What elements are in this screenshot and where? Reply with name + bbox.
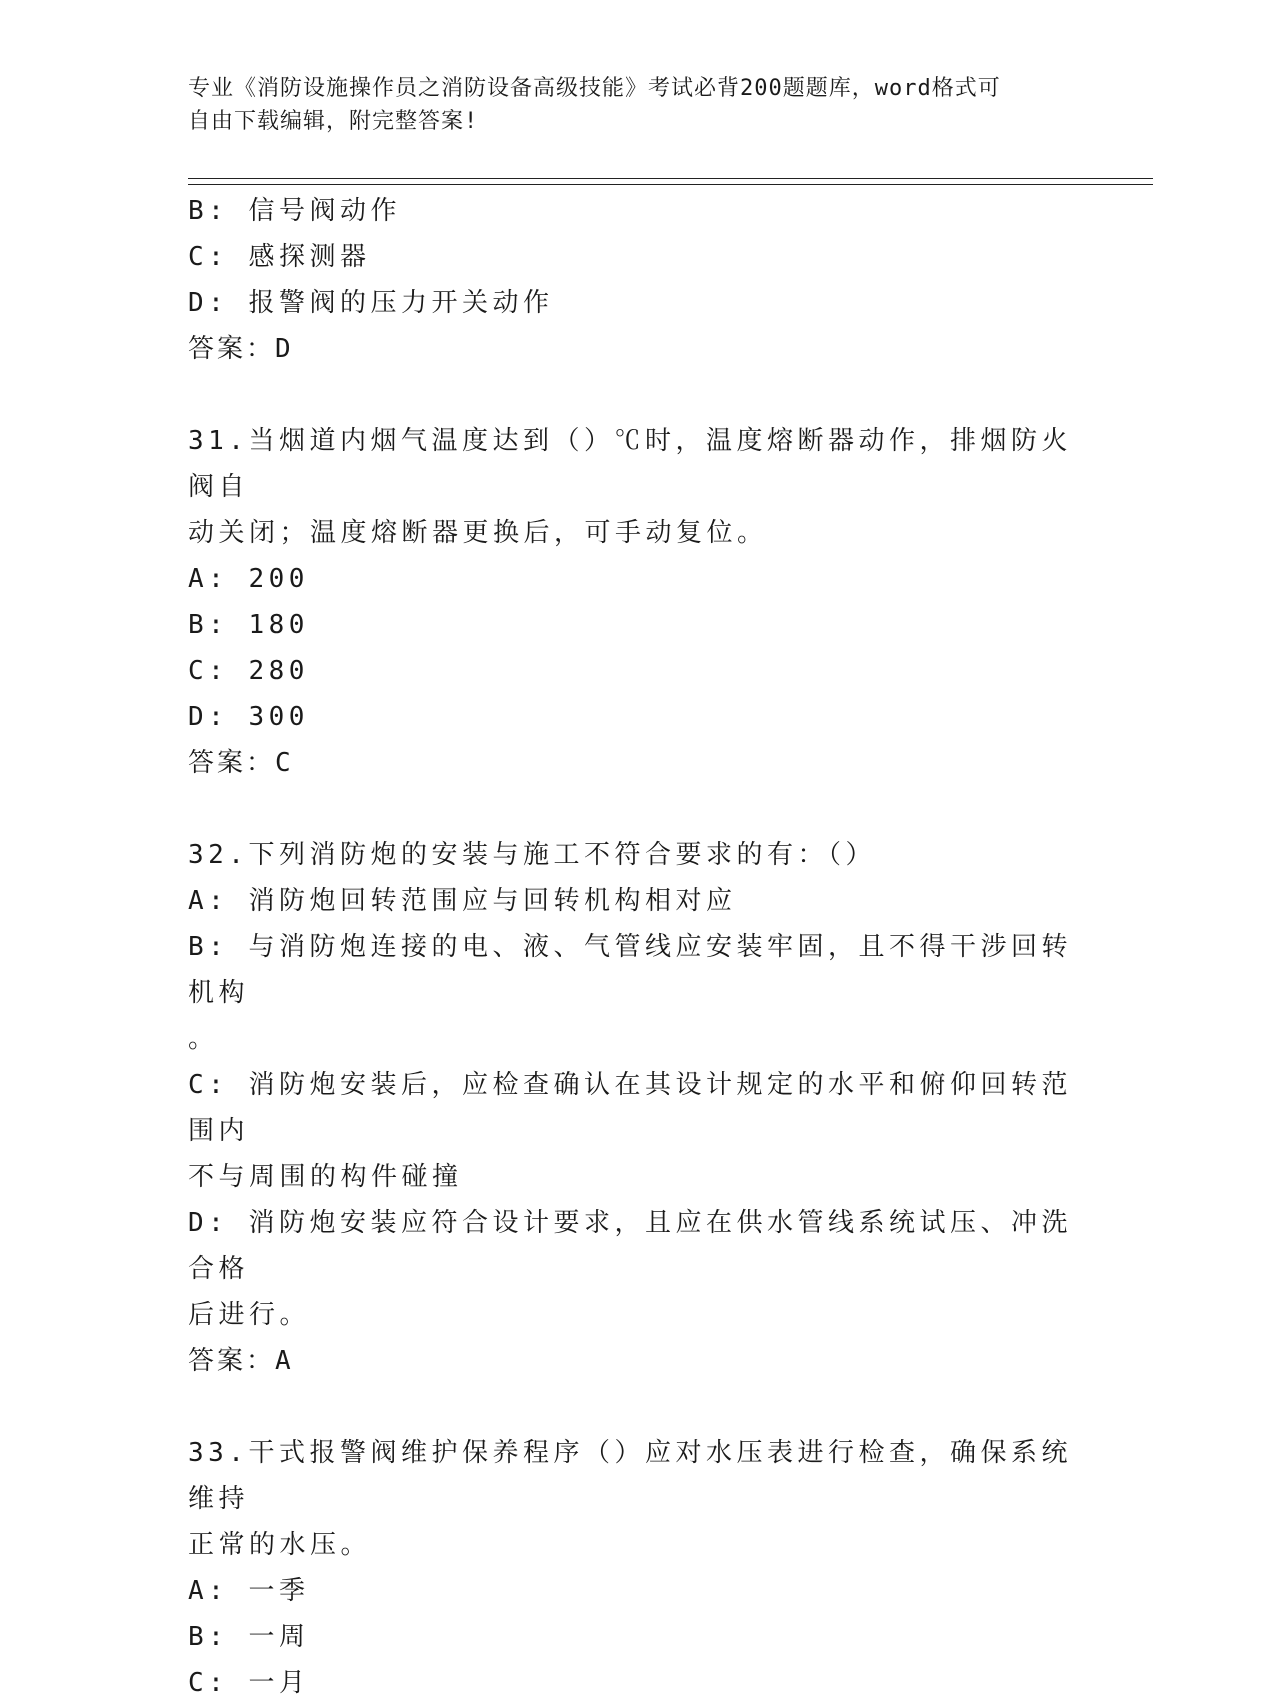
option-c: C: 感探测器 — [188, 242, 371, 272]
question-list — [188, 188, 1088, 1706]
question-stem: 32.下列消防炮的安装与施工不符合要求的有：（） — [188, 840, 876, 870]
spacer — [188, 1384, 1088, 1430]
spacer — [188, 372, 1088, 418]
answer: 答案：A — [188, 1346, 294, 1376]
answer: 答案：C — [188, 748, 294, 778]
question-30-tail — [188, 188, 1088, 372]
header-divider-top — [188, 178, 1153, 179]
header-divider-bottom — [188, 184, 1153, 185]
option-d: D: 报警阀的压力开关动作 — [188, 288, 554, 318]
question-32 — [188, 832, 1088, 1384]
spacer — [188, 786, 1088, 832]
header-line-1: 专业《消防设施操作员之消防设备高级技能》考试必背200题题库，word格式可 — [188, 76, 1001, 101]
question-stem-line: 33.干式报警阀维护保养程序（）应对水压表进行检查，确保系统维持 — [188, 1438, 1072, 1514]
question-stem-line: 31.当烟道内烟气温度达到（）℃时，温度熔断器动作，排烟防火阀自 — [188, 426, 1072, 502]
header-line-2: 自由下载编辑，附完整答案! — [188, 109, 479, 134]
option-c: C: 一月 — [188, 1668, 310, 1698]
option-b: B: 与消防炮连接的电、液、气管线应安装牢固，且不得干涉回转机构 — [188, 932, 1072, 1008]
question-33 — [188, 1430, 1088, 1706]
document-header — [188, 72, 1068, 138]
option-c-continued: 不与周围的构件碰撞 — [188, 1162, 463, 1192]
option-b-continued: 。 — [188, 1024, 219, 1054]
question-31 — [188, 418, 1088, 786]
option-b: B: 180 — [188, 610, 309, 640]
option-b: B: 一周 — [188, 1622, 310, 1652]
option-a: A: 消防炮回转范围应与回转机构相对应 — [188, 886, 737, 916]
answer: 答案：D — [188, 334, 294, 364]
option-b: B: 信号阀动作 — [188, 196, 401, 226]
question-stem-line: 正常的水压。 — [188, 1530, 372, 1560]
option-c: C: 280 — [188, 656, 309, 686]
option-d: D: 消防炮安装应符合设计要求，且应在供水管线系统试压、冲洗合格 — [188, 1208, 1072, 1284]
question-stem-line: 动关闭；温度熔断器更换后，可手动复位。 — [188, 518, 768, 548]
option-d: D: 300 — [188, 702, 309, 732]
option-a: A: 一季 — [188, 1576, 310, 1606]
option-d-continued: 后进行。 — [188, 1300, 311, 1330]
option-c: C: 消防炮安装后，应检查确认在其设计规定的水平和俯仰回转范围内 — [188, 1070, 1072, 1146]
option-a: A: 200 — [188, 564, 309, 594]
